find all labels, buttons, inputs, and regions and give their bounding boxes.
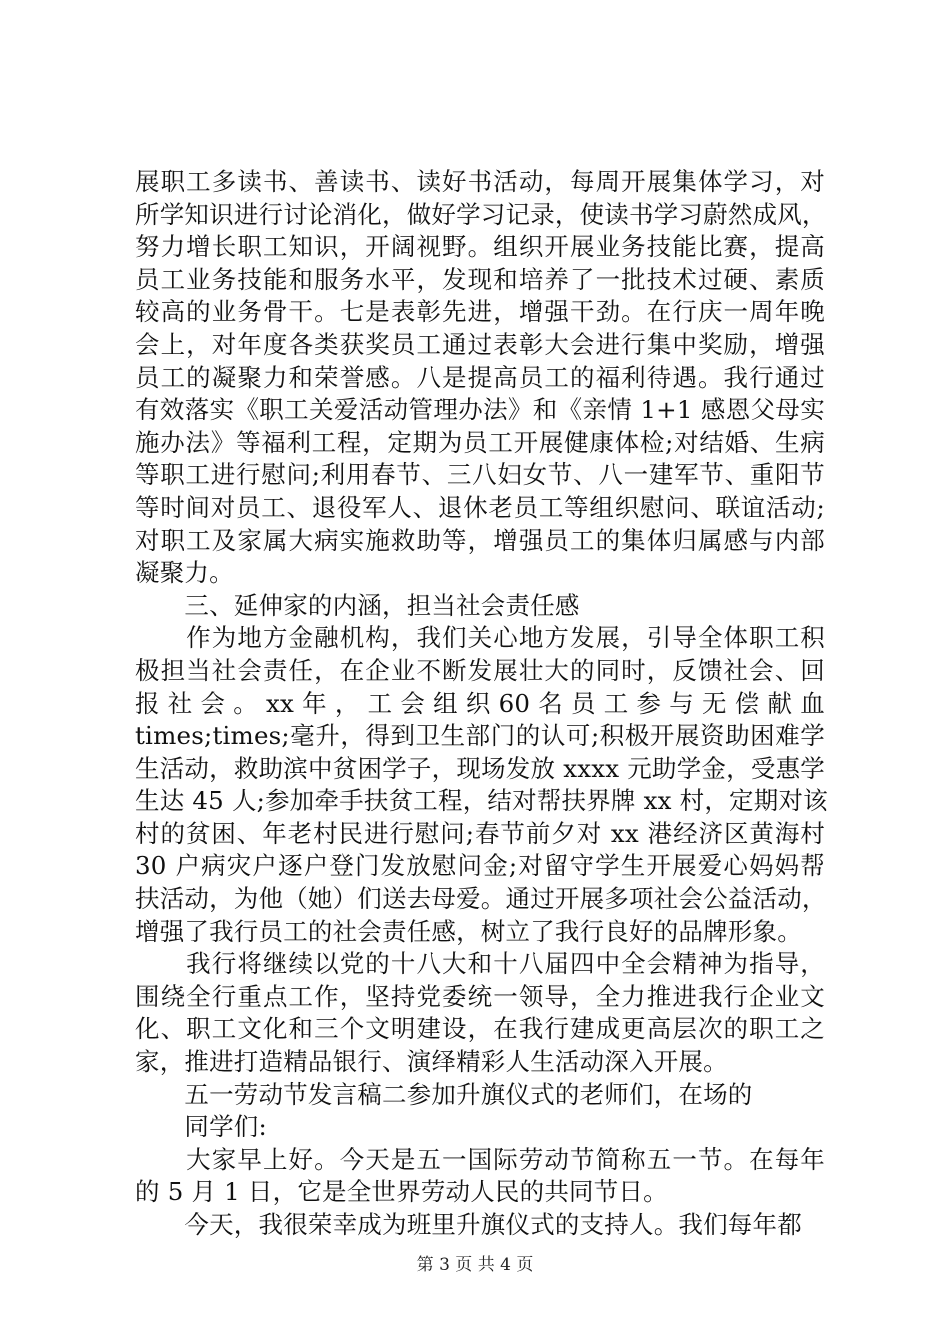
text-line: 作为地方金融机构，我们关心地方发展，引导全体职工积: [135, 623, 825, 652]
text-line: 化、职工文化和三个文明建设，在我行建成更高层次的职工之: [135, 1014, 825, 1043]
text-line: 努力增长职工知识，开阔视野。组织开展业务技能比赛，提高: [135, 232, 825, 261]
text-line: 我行将继续以党的十八大和十八届四中全会精神为指导，: [135, 949, 825, 978]
page-footer: 第 3 页 共 4 页: [416, 1255, 534, 1275]
text-line: 同学们:: [135, 1112, 267, 1141]
text-line: 员工业务技能和服务水平，发现和培养了一批技术过硬、素质: [135, 265, 825, 294]
text-line: 围绕全行重点工作，坚持党委统一领导，全力推进我行企业文: [135, 982, 825, 1011]
text-line: 对职工及家属大病实施救助等，增强员工的集体归属感与内部: [135, 526, 825, 555]
text-line: 有效落实《职工关爱活动管理办法》和《亲情 1+1 感恩父母实: [135, 395, 825, 424]
text-line: 极担当社会责任，在企业不断发展壮大的同时，反馈社会、回: [135, 656, 825, 685]
text-line: 所学知识进行讨论消化，做好学习记录，使读书学习蔚然成风，: [135, 200, 827, 229]
text-line: 等时间对员工、退役军人、退休老员工等组织慰问、联谊活动;: [135, 493, 825, 522]
text-line: 扶活动，为他（她）们送去母爱。通过开展多项社会公益活动，: [135, 884, 827, 913]
text-line: 村的贫困、年老村民进行慰问;春节前夕对 xx 港经济区黄海村: [135, 819, 825, 848]
text-line: 会上，对年度各类获奖员工通过表彰大会进行集中奖励，增强: [135, 330, 825, 359]
text-line: 的 5 月 1 日，它是全世界劳动人民的共同节日。: [135, 1177, 668, 1206]
text-line: 增强了我行员工的社会责任感，树立了我行良好的品牌形象。: [135, 917, 802, 946]
text-line: 凝聚力。: [135, 558, 234, 587]
text-line: times;times;毫升，得到卫生部门的认可;积极开展资助困难学: [135, 721, 825, 750]
text-line: 生活动，救助滨中贫困学子，现场发放 xxxx 元助学金，受惠学: [135, 754, 825, 783]
text-line: 员工的凝聚力和荣誉感。八是提高员工的福利待遇。我行通过: [135, 363, 825, 392]
text-line: 较高的业务骨干。七是表彰先进，增强干劲。在行庆一周年晚: [135, 297, 825, 326]
text-line: 报 社 会 。 xx 年 ， 工 会 组 织 60 名 员 工 参 与 无 偿 献 血: [135, 689, 825, 718]
section-heading: 三、延伸家的内涵，担当社会责任感: [135, 591, 580, 620]
text-line: 30 户病灾户逐户登门发放慰问金;对留守学生开展爱心妈妈帮: [135, 851, 825, 880]
text-line: 施办法》等福利工程，定期为员工开展健康体检;对结婚、生病: [135, 428, 825, 457]
text-line: 等职工进行慰问;利用春节、三八妇女节、八一建军节、重阳节: [135, 460, 825, 489]
text-line: 大家早上好。今天是五一国际劳动节简称五一节。在每年: [135, 1145, 825, 1174]
text-line: 今天，我很荣幸成为班里升旗仪式的支持人。我们每年都: [135, 1210, 802, 1239]
text-line: 五一劳动节发言稿二参加升旗仪式的老师们，在场的: [135, 1080, 753, 1109]
text-line: 生达 45 人;参加牵手扶贫工程，结对帮扶界牌 xx 村，定期对该: [135, 786, 828, 815]
text-line: 展职工多读书、善读书、读好书活动，每周开展集体学习，对: [135, 167, 825, 196]
text-line: 家，推进打造精品银行、演绎精彩人生活动深入开展。: [135, 1047, 728, 1076]
